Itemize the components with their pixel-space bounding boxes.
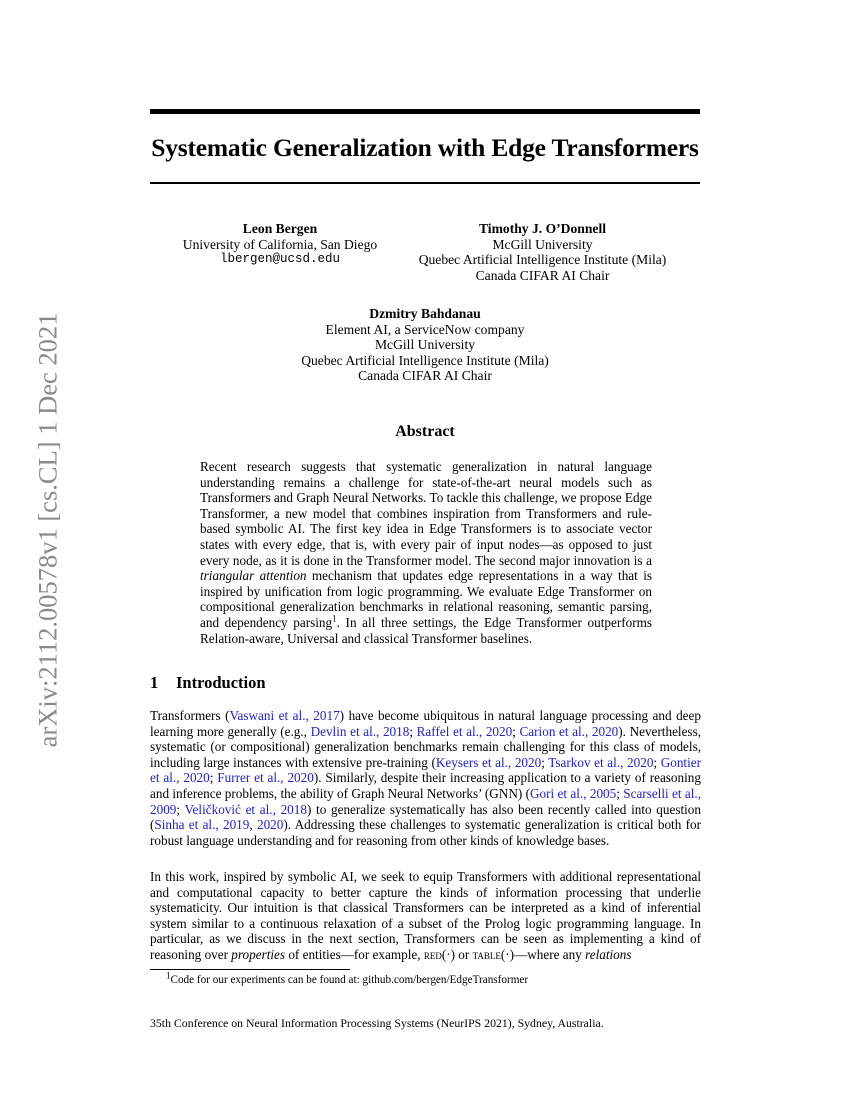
title-rule-top [150, 109, 700, 114]
citation-link[interactable]: 2020 [256, 817, 284, 833]
footnote-marker: 1 [166, 970, 171, 981]
body-text: ) to generalize systematically has also been recently called into question ( [150, 801, 701, 833]
section-title: Introduction [176, 673, 266, 692]
abstract-text: . In all three settings, the Edge Transformer outperforms Relation-aware, Universal and classical Transformer baselines. [200, 614, 653, 646]
body-text: ; [541, 754, 549, 770]
footnote-rule [150, 969, 350, 970]
author-affiliation: Canada CIFAR AI Chair [358, 368, 492, 383]
body-text: , [249, 817, 257, 833]
abstract-emphasis: triangular attention [200, 568, 307, 584]
predicate-text: table [472, 946, 501, 962]
citation-link[interactable]: Sinha et al., 2019 [154, 817, 250, 833]
section-number: 1 [150, 673, 159, 692]
citation-link[interactable]: Vaswani et al., 2017 [229, 708, 340, 723]
intro-paragraph-1 [150, 708, 701, 848]
footnote [166, 970, 529, 986]
body-text: (·)—where any [500, 946, 586, 962]
body-text: (·) or [441, 946, 473, 962]
abstract-body [200, 459, 652, 646]
citation-link[interactable]: Scarselli et al., 2009 [150, 785, 701, 817]
author-affiliation: Quebec Artificial Intelligence Institute (Mila) [301, 352, 549, 368]
title-rule-bottom [150, 182, 700, 184]
citation-link[interactable]: Carion et al., 2020 [519, 723, 619, 739]
body-text: ). Addressing these challenges to systematic generalization is critical both for robust language understanding and for reasoning from other kinds of knowledge bases. [150, 817, 701, 848]
body-text: In this work, inspired by symbolic AI, we seek to equip Transformers with additional representational and computational capacity to better capture the kinds of information processing that underlie systematicity. Our intuition is that classical Transformers can be interpreted as a kind of inferential system similar to a continuous relaxation of a subset of the Prolog logic programming language. In particular, as we discuss in the next section, Transformers can be seen as implementing a kind of reasoning over [150, 869, 701, 962]
body-text: ; [176, 801, 185, 817]
citation-link[interactable]: Raffel et al., 2020 [416, 723, 513, 739]
body-text: Transformers ( [150, 708, 230, 723]
intro-paragraph-2 [150, 869, 701, 963]
author-affiliation: McGill University [492, 236, 593, 252]
venue-line: 35th Conference on Neural Information Processing Systems (NeurIPS 2021), Sydney, Australia. [150, 1016, 604, 1030]
author-name: Dzmitry Bahdanau [369, 306, 481, 321]
body-text: ) have become ubiquitous in natural language processing and deep learning more generally (e.g., [150, 708, 701, 739]
body-text: ; [616, 785, 624, 801]
author-affiliation: McGill University [374, 337, 476, 352]
author-affiliation: University of California, San Diego [182, 236, 378, 252]
author-email[interactable]: lbergen@ucsd.edu [219, 252, 341, 266]
footnote-marker[interactable]: 1 [332, 613, 337, 624]
arxiv-stamp: arXiv:2112.00578v1 [cs.CL] 1 Dec 2021 [32, 312, 63, 748]
body-text: of entities—for example, [285, 946, 424, 962]
footnote-text: Code for our experiments can be found at: github.com/bergen/EdgeTransformer [170, 974, 529, 986]
citation-link[interactable]: Furrer et al., 2020 [217, 770, 314, 786]
author-block [390, 221, 695, 283]
citation-link[interactable]: Gontier et al., 2020 [150, 754, 702, 786]
author-name: Leon Bergen [242, 221, 318, 236]
author-affiliation: Quebec Artificial Intelligence Institute (Mila) [418, 252, 667, 267]
citation-link[interactable]: Tsarkov et al., 2020 [548, 754, 654, 770]
emphasis-text: relations [585, 946, 632, 962]
body-text: ). Similarly, despite their increasing application to a variety of reasoning and inference problems, the ability of Graph Neural Networks’ (GNN) ( [150, 770, 701, 801]
paper-title: Systematic Generalization with Edge Transformers [151, 133, 699, 162]
author-affiliation: Element AI, a ServiceNow company [325, 321, 525, 337]
body-text: ; [653, 754, 661, 770]
author-name: Timothy J. O’Donnell [478, 221, 607, 236]
citation-link[interactable]: Keysers et al., 2020 [435, 754, 542, 770]
body-text: ; [512, 723, 520, 739]
body-text: ; [209, 770, 218, 786]
predicate-text: red [423, 946, 442, 962]
emphasis-text: properties [231, 946, 286, 962]
abstract-heading: Abstract [395, 423, 455, 440]
author-affiliation: Canada CIFAR AI Chair [475, 267, 610, 283]
section-heading [150, 673, 266, 693]
body-text: ). Nevertheless, systematic (or compositional) generalization benchmarks remain challenging for this class of models, including large instances with extensive pre-training ( [150, 723, 701, 770]
abstract-text: mechanism that updates edge representations in a way that is inspired by unification from logic programming. We evaluate Edge Transformer on compositional generalization benchmarks in relational reasoning, semantic parsing, and dependency parsing [200, 568, 653, 630]
citation-link[interactable]: Gori et al., 2005 [530, 785, 617, 801]
citation-link[interactable]: Veličković et al., 2018 [184, 801, 307, 817]
author-block [165, 221, 395, 268]
citation-link[interactable]: Devlin et al., 2018 [310, 723, 410, 739]
body-text: ; [409, 723, 417, 739]
author-block [250, 306, 600, 384]
abstract-text: Recent research suggests that systematic generalization in natural language understanding remains a challenge for state-of-the-art neural models such as Transformers and Graph Neural Networks. To tackle this challenge, we propose Edge Transformer, a new model that combines inspiration from Transformers and rule-based symbolic AI. The first key idea in Edge Transformers is to associate vector states with every edge, that is, with every pair of input nodes—as opposed to just every node, as it is done in the Transformer model. The second major innovation is a [200, 459, 652, 568]
